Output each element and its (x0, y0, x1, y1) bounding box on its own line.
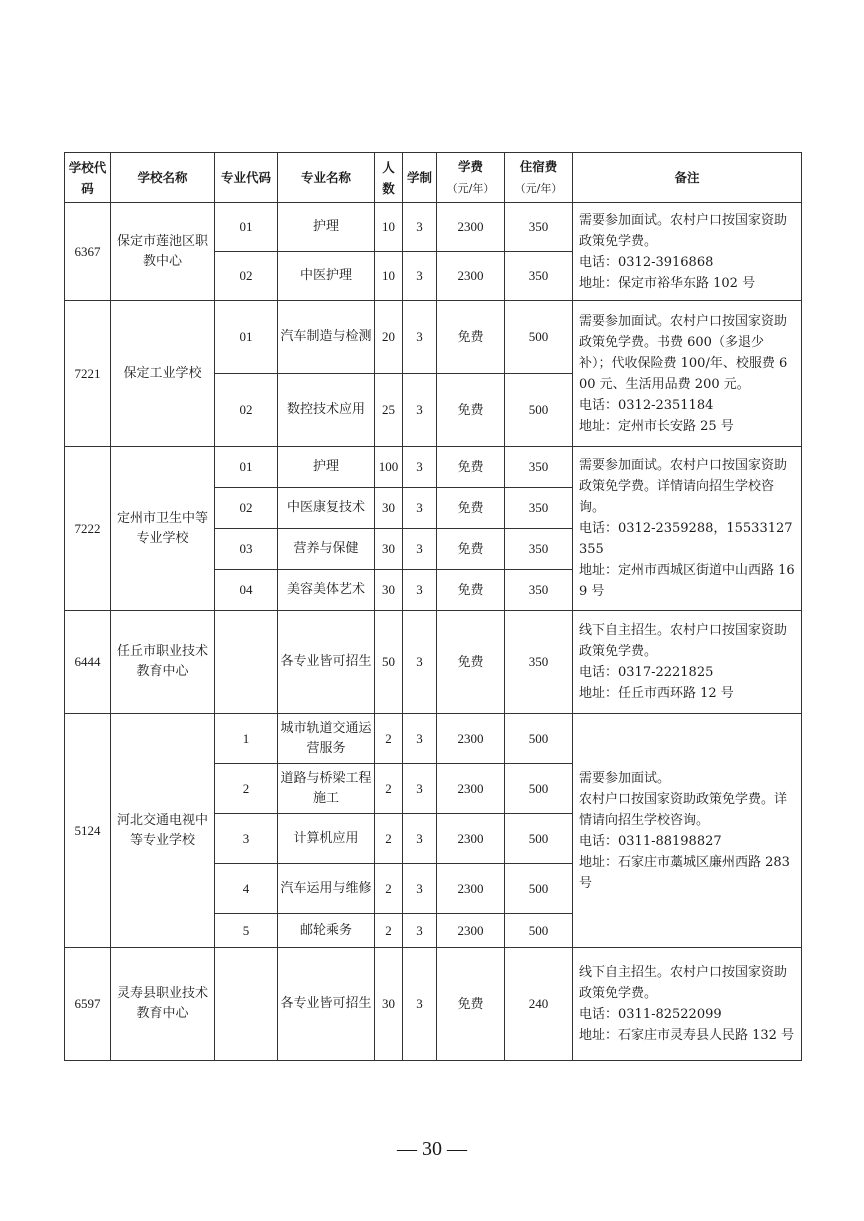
header-major-code: 专业代码 (215, 153, 278, 203)
header-tuition (437, 153, 505, 203)
notes-cell (573, 203, 802, 301)
duration-years: 3 (403, 764, 437, 814)
tuition-fee: 免费 (437, 374, 505, 447)
duration-years: 3 (403, 611, 437, 714)
duration-years: 3 (403, 488, 437, 529)
note-line: 线下自主招生。农村户口按国家资助政策免学费。 (579, 623, 788, 659)
note-line: 需要参加面试。农村户口按国家资助政策免学费。 (579, 212, 788, 249)
school-name: 定州市卫生中等专业学校 (111, 447, 215, 611)
school-code: 7222 (65, 447, 111, 611)
major-name: 各专业皆可招生 (278, 948, 375, 1061)
major-code: 02 (215, 374, 278, 447)
major-code: 02 (215, 488, 278, 529)
dorm-fee: 350 (505, 252, 573, 301)
major-name: 营养与保健 (278, 529, 375, 570)
header-dorm (505, 153, 573, 203)
major-name: 城市轨道交通运营服务 (278, 714, 375, 764)
table-body (65, 203, 802, 1061)
school-code: 6444 (65, 611, 111, 714)
major-code: 01 (215, 301, 278, 374)
header-count: 人数 (375, 153, 403, 203)
enrollment-count: 2 (375, 814, 403, 864)
dorm-fee: 350 (505, 447, 573, 488)
dorm-fee: 500 (505, 301, 573, 374)
duration-years: 3 (403, 203, 437, 252)
note-line: 地址：保定市裕华东路 102 号 (579, 275, 756, 291)
tuition-fee: 免费 (437, 488, 505, 529)
header-major-name: 专业名称 (278, 153, 375, 203)
tuition-fee: 2300 (437, 814, 505, 864)
header-tuition-label: 学费 (457, 159, 483, 174)
major-code: 2 (215, 764, 278, 814)
school-code: 6597 (65, 948, 111, 1061)
table-row (65, 948, 802, 1061)
note-line: 地址：任丘市西环路 12 号 (579, 686, 734, 701)
school-name: 任丘市职业技术教育中心 (111, 611, 215, 714)
major-name: 汽车运用与维修 (278, 864, 375, 914)
note-line: 电话：0317-2221825 (579, 665, 714, 680)
note-line: 地址：石家庄市灵寿县人民路 132 号 (579, 1028, 795, 1043)
tuition-fee: 2300 (437, 864, 505, 914)
tuition-fee: 免费 (437, 611, 505, 714)
major-name: 计算机应用 (278, 814, 375, 864)
major-code: 01 (215, 447, 278, 488)
enrollment-count: 30 (375, 948, 403, 1061)
major-code: 02 (215, 252, 278, 301)
major-name: 护理 (278, 203, 375, 252)
school-name: 保定工业学校 (111, 301, 215, 447)
major-code: 4 (215, 864, 278, 914)
duration-years: 3 (403, 529, 437, 570)
enrollment-count: 30 (375, 488, 403, 529)
major-name: 中医康复技术 (278, 488, 375, 529)
duration-years: 3 (403, 914, 437, 948)
enrollment-count: 2 (375, 714, 403, 764)
dorm-fee: 500 (505, 374, 573, 447)
table-row (65, 611, 802, 714)
note-line: 需要参加面试。农村户口按国家资助政策免学费。详情请向招生学校咨询。 (579, 458, 788, 515)
major-name: 各专业皆可招生 (278, 611, 375, 714)
note-line: 需要参加面试。 (579, 770, 671, 786)
dorm-fee: 500 (505, 714, 573, 764)
note-line: 地址：石家庄市藁城区廉州西路 283 号 (579, 854, 790, 891)
header-duration: 学制 (403, 153, 437, 203)
header-dorm-label: 住宿费 (519, 159, 558, 174)
dorm-fee: 350 (505, 611, 573, 714)
dorm-fee: 350 (505, 570, 573, 611)
notes-cell (573, 301, 802, 447)
table-header-row (65, 153, 802, 203)
enrollment-count: 20 (375, 301, 403, 374)
school-name: 河北交通电视中等专业学校 (111, 714, 215, 948)
note-line: 农村户口按国家资助政策免学费。详情请向招生学校咨询。 (579, 791, 788, 828)
note-line: 地址：定州市西城区街道中山西路 169 号 (579, 563, 795, 599)
major-code: 3 (215, 814, 278, 864)
note-line: 电话：0312-3916868 (579, 254, 714, 270)
dorm-fee: 500 (505, 914, 573, 948)
duration-years: 3 (403, 814, 437, 864)
notes-cell (573, 611, 802, 714)
enrollment-count: 10 (375, 252, 403, 301)
major-code (215, 948, 278, 1061)
enrollment-count: 30 (375, 529, 403, 570)
note-line: 电话：0312-2359288，15533127355 (579, 521, 793, 557)
dorm-fee: 500 (505, 764, 573, 814)
duration-years: 3 (403, 714, 437, 764)
table-row (65, 301, 802, 374)
note-line: 线下自主招生。农村户口按国家资助政策免学费。 (579, 965, 788, 1001)
notes-cell (573, 948, 802, 1061)
major-code: 01 (215, 203, 278, 252)
major-name: 美容美体艺术 (278, 570, 375, 611)
table-row (65, 714, 802, 764)
major-name: 邮轮乘务 (278, 914, 375, 948)
note-line: 电话：0311-88198827 (579, 833, 722, 849)
major-code (215, 611, 278, 714)
enrollment-count: 30 (375, 570, 403, 611)
school-name: 保定市莲池区职教中心 (111, 203, 215, 301)
tuition-fee: 免费 (437, 948, 505, 1061)
header-school-code: 学校代码 (65, 153, 111, 203)
enrollment-table (64, 152, 802, 1061)
table-row (65, 203, 802, 252)
tuition-fee: 2300 (437, 714, 505, 764)
header-school-name: 学校名称 (111, 153, 215, 203)
duration-years: 3 (403, 864, 437, 914)
tuition-fee: 2300 (437, 252, 505, 301)
duration-years: 3 (403, 301, 437, 374)
school-name: 灵寿县职业技术教育中心 (111, 948, 215, 1061)
major-name: 道路与桥梁工程施工 (278, 764, 375, 814)
major-code: 04 (215, 570, 278, 611)
note-line: 电话：0312-2351184 (579, 397, 714, 413)
note-line: 需要参加面试。农村户口按国家资助政策免学费。书费 600（多退少补）；代收保险费 100/年、校服费 600 元、生活用品费 200 元。 (579, 313, 788, 392)
enrollment-count: 50 (375, 611, 403, 714)
enrollment-count: 10 (375, 203, 403, 252)
major-code: 1 (215, 714, 278, 764)
tuition-fee: 2300 (437, 914, 505, 948)
tuition-fee: 免费 (437, 301, 505, 374)
major-code: 5 (215, 914, 278, 948)
header-dorm-unit: （元/年） (514, 182, 563, 195)
duration-years: 3 (403, 948, 437, 1061)
enrollment-count: 25 (375, 374, 403, 447)
major-name: 中医护理 (278, 252, 375, 301)
tuition-fee: 免费 (437, 447, 505, 488)
tuition-fee: 2300 (437, 764, 505, 814)
enrollment-count: 100 (375, 447, 403, 488)
table-row (65, 447, 802, 488)
enrollment-count: 2 (375, 764, 403, 814)
school-code: 6367 (65, 203, 111, 301)
note-line: 电话：0311-82522099 (579, 1007, 722, 1022)
header-tuition-unit: （元/年） (446, 182, 495, 195)
note-line: 地址：定州市长安路 25 号 (579, 418, 734, 434)
major-name: 数控技术应用 (278, 374, 375, 447)
dorm-fee: 240 (505, 948, 573, 1061)
major-name: 汽车制造与检测 (278, 301, 375, 374)
tuition-fee: 2300 (437, 203, 505, 252)
enrollment-count: 2 (375, 864, 403, 914)
duration-years: 3 (403, 447, 437, 488)
dorm-fee: 350 (505, 529, 573, 570)
page-number: — 30 — (397, 1138, 467, 1160)
major-code: 03 (215, 529, 278, 570)
dorm-fee: 350 (505, 203, 573, 252)
notes-cell (573, 447, 802, 611)
duration-years: 3 (403, 252, 437, 301)
header-notes: 备注 (573, 153, 802, 203)
notes-cell (573, 714, 802, 948)
enrollment-count: 2 (375, 914, 403, 948)
duration-years: 3 (403, 374, 437, 447)
major-name: 护理 (278, 447, 375, 488)
duration-years: 3 (403, 570, 437, 611)
school-code: 5124 (65, 714, 111, 948)
school-code: 7221 (65, 301, 111, 447)
tuition-fee: 免费 (437, 529, 505, 570)
dorm-fee: 500 (505, 814, 573, 864)
dorm-fee: 350 (505, 488, 573, 529)
tuition-fee: 免费 (437, 570, 505, 611)
dorm-fee: 500 (505, 864, 573, 914)
